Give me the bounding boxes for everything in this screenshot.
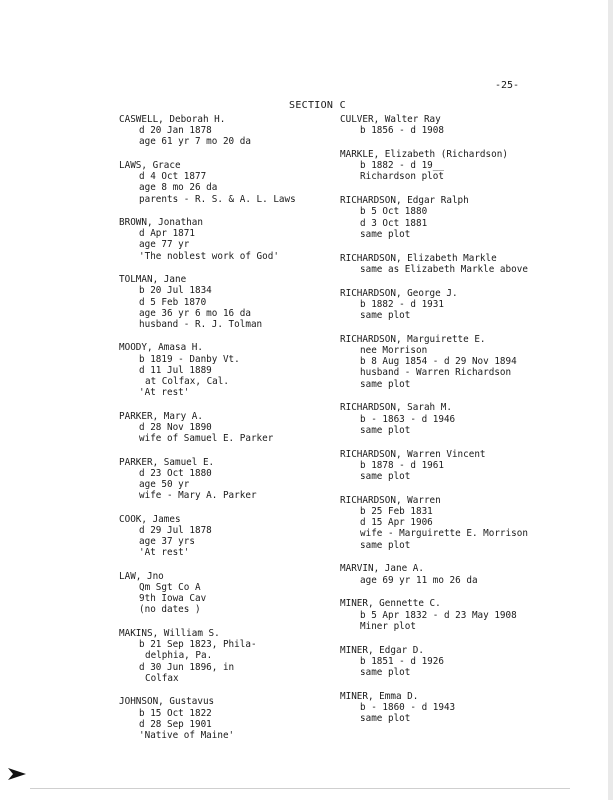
entry-detail: wife - Mary A. Parker <box>139 490 257 502</box>
entry-name: PARKER, Mary A. <box>119 410 203 422</box>
burial-entry <box>340 149 580 183</box>
burial-entry <box>119 342 334 398</box>
burial-entry <box>340 402 580 436</box>
entry-detail: d 20 Jan 1878 <box>139 125 212 137</box>
burial-entry <box>340 645 580 679</box>
entry-detail: d 5 Feb 1870 <box>139 296 207 308</box>
entry-detail: parents - R. S. & A. L. Laws <box>139 193 296 205</box>
entry-detail: Colfax <box>145 672 179 684</box>
entry-name: LAW, Jno <box>119 570 164 582</box>
entry-name: MARVIN, Jane A. <box>340 563 424 575</box>
entry-detail: age 50 yr <box>139 479 190 491</box>
burial-entry <box>119 114 334 148</box>
entry-detail: age 69 yr 11 mo 26 da <box>360 574 478 586</box>
section-title: SECTION C <box>289 100 346 111</box>
entry-name: RICHARDSON, George J. <box>340 287 458 299</box>
entry-detail: same plot <box>360 713 411 725</box>
burial-entry <box>340 253 580 275</box>
entry-detail: wife of Samuel E. Parker <box>139 433 274 445</box>
entry-detail: same plot <box>360 471 411 483</box>
entry-detail: 'At rest' <box>139 547 190 559</box>
entry-detail: b 8 Aug 1854 - d 29 Nov 1894 <box>360 356 517 368</box>
burial-entry <box>119 411 334 445</box>
burial-entry <box>119 274 334 330</box>
entry-name: MINER, Emma D. <box>340 690 419 702</box>
entry-detail: d 23 Oct 1880 <box>139 467 212 479</box>
entry-detail: b 1851 - d 1926 <box>360 655 444 667</box>
entry-detail: b 1882 - d 19__ <box>360 160 444 172</box>
entry-detail: b - 1860 - d 1943 <box>360 702 456 714</box>
entry-name: JOHNSON, Gustavus <box>119 696 215 708</box>
entry-detail: same plot <box>360 228 411 240</box>
entry-detail: d 11 Jul 1889 <box>139 364 212 376</box>
entry-detail: age 61 yr 7 mo 20 da <box>139 136 251 148</box>
entry-detail: b 1819 - Danby Vt. <box>139 353 240 365</box>
entry-detail: d 28 Sep 1901 <box>139 718 212 730</box>
entry-detail: same plot <box>360 310 411 322</box>
entry-detail: wife - Marguirette E. Morrison <box>360 528 528 540</box>
arrow-icon <box>8 768 26 783</box>
entry-detail: b - 1863 - d 1946 <box>360 413 456 425</box>
burial-entry <box>119 457 334 502</box>
entry-detail: b 20 Jul 1834 <box>139 285 212 297</box>
entry-detail: (no dates ) <box>139 604 201 616</box>
entry-name: RICHARDSON, Edgar Ralph <box>340 195 469 207</box>
entry-detail: same plot <box>360 667 411 679</box>
entry-detail: at Colfax, Cal. <box>145 376 229 388</box>
entry-detail: b 1882 - d 1931 <box>360 298 444 310</box>
entry-detail: Qm Sgt Co A <box>139 582 201 594</box>
entry-name: CULVER, Walter Ray <box>340 114 441 125</box>
entry-name: RICHARDSON, Elizabeth Markle <box>340 252 497 264</box>
burial-entry <box>119 160 334 205</box>
burial-entry <box>119 628 334 684</box>
burial-entry <box>340 114 580 136</box>
burial-entry <box>340 334 580 390</box>
entry-detail: b 25 Feb 1831 <box>360 506 433 518</box>
entry-name: RICHARDSON, Warren <box>340 494 441 506</box>
entry-name: CASWELL, Deborah H. <box>119 114 226 125</box>
burial-entry <box>340 563 580 585</box>
entry-detail: 9th Iowa Cav <box>139 593 207 605</box>
entry-detail: husband - R. J. Tolman <box>139 318 263 330</box>
burial-entry <box>340 288 580 322</box>
entry-detail: d 29 Jul 1878 <box>139 524 212 536</box>
entry-name: MARKLE, Elizabeth (Richardson) <box>340 149 508 160</box>
entry-detail: d 15 Apr 1906 <box>360 517 433 529</box>
scan-divider <box>30 788 570 789</box>
scan-edge <box>608 0 613 800</box>
entry-detail: d 3 Oct 1881 <box>360 217 428 229</box>
burial-entry <box>119 217 334 262</box>
entry-name: MINER, Gennette C. <box>340 598 441 610</box>
entry-detail: b 21 Sep 1823, Phila- <box>139 639 257 651</box>
entry-name: PARKER, Samuel E. <box>119 456 215 468</box>
burial-entry <box>119 571 334 616</box>
right-column <box>340 114 580 737</box>
burial-entry <box>340 598 580 632</box>
entry-detail: b 15 Oct 1822 <box>139 707 212 719</box>
entry-detail: age 36 yr 6 mo 16 da <box>139 307 251 319</box>
entry-detail: d Apr 1871 <box>139 228 195 240</box>
burial-entry <box>340 449 580 483</box>
entry-name: LAWS, Grace <box>119 159 181 171</box>
entry-name: TOLMAN, Jane <box>119 274 187 286</box>
entry-detail: 'Native of Maine' <box>139 729 235 741</box>
entry-detail: age 8 mo 26 da <box>139 182 218 194</box>
entry-detail: b 1856 - d 1908 <box>360 125 444 137</box>
entry-name: MAKINS, William S. <box>119 627 220 639</box>
entry-detail: same plot <box>360 424 411 436</box>
burial-entry <box>119 696 334 741</box>
entry-detail: 'The noblest work of God' <box>139 250 279 262</box>
left-column <box>119 114 334 753</box>
entry-detail: b 1878 - d 1961 <box>360 459 444 471</box>
entry-detail: age 37 yrs <box>139 536 195 548</box>
entry-detail: same plot <box>360 378 411 390</box>
entry-detail: husband - Warren Richardson <box>360 367 512 379</box>
entry-name: MOODY, Amasa H. <box>119 342 203 354</box>
entry-name: COOK, James <box>119 513 181 525</box>
entry-detail: Richardson plot <box>360 171 444 183</box>
entry-detail: d 30 Jun 1896, in <box>139 661 235 673</box>
entry-detail: 'At rest' <box>139 387 190 399</box>
entry-name: RICHARDSON, Sarah M. <box>340 402 452 414</box>
burial-entry <box>119 514 334 559</box>
entry-detail: b 5 Oct 1880 <box>360 206 428 218</box>
entry-name: MINER, Edgar D. <box>340 644 424 656</box>
entry-name: RICHARDSON, Warren Vincent <box>340 448 486 460</box>
entry-detail: age 77 yr <box>139 239 190 251</box>
entry-detail: d 28 Nov 1890 <box>139 421 212 433</box>
entry-detail: same as Elizabeth Markle above <box>360 263 528 275</box>
entry-detail: same plot <box>360 539 411 551</box>
entry-name: RICHARDSON, Marguirette E. <box>340 333 486 345</box>
entry-name: BROWN, Jonathan <box>119 217 203 229</box>
entry-detail: delphia, Pa. <box>145 650 213 662</box>
entry-detail: nee Morrison <box>360 345 428 357</box>
burial-entry <box>340 195 580 240</box>
page-number: -25- <box>495 80 520 91</box>
burial-entry <box>340 691 580 725</box>
entry-detail: b 5 Apr 1832 - d 23 May 1908 <box>360 609 517 621</box>
entry-detail: Miner plot <box>360 620 416 632</box>
entry-detail: d 4 Oct 1877 <box>139 171 207 183</box>
burial-entry <box>340 495 580 551</box>
